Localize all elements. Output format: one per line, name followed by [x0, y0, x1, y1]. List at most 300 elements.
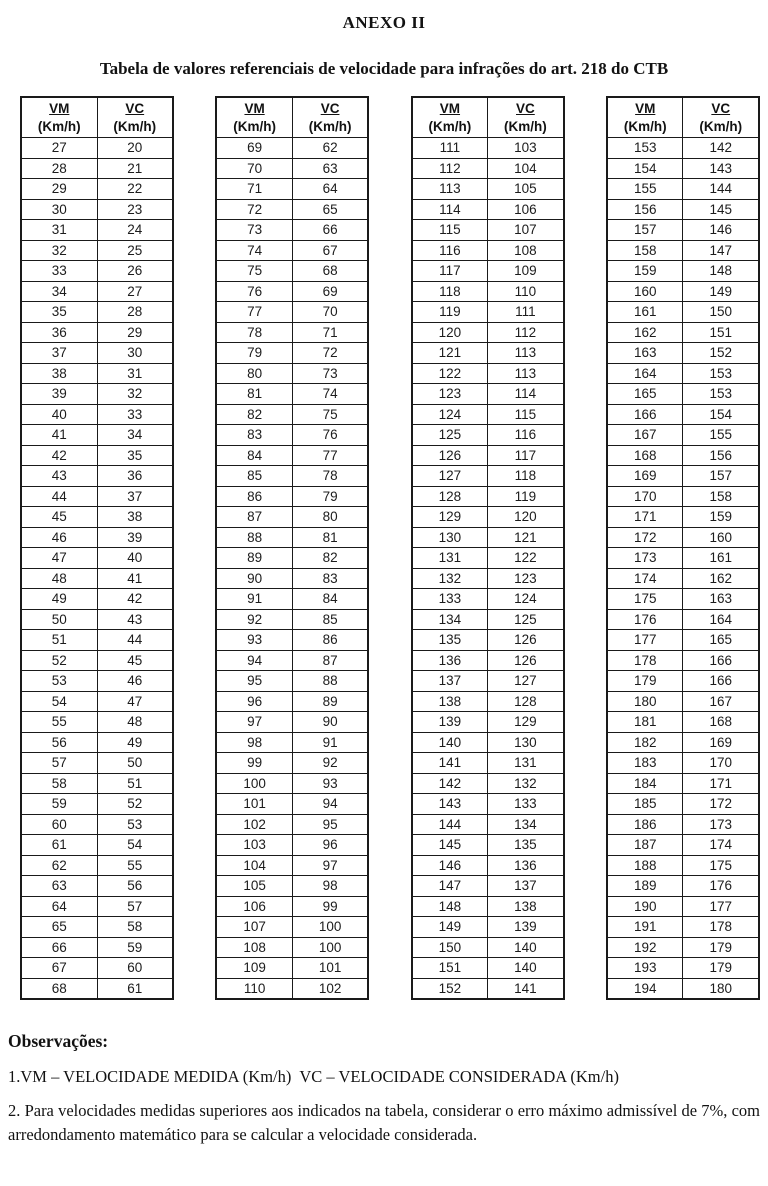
table-row	[216, 650, 368, 671]
vm-cell: 76	[216, 281, 292, 302]
vm-header: VM (Km/h)	[412, 97, 488, 138]
vm-cell: 93	[216, 630, 292, 651]
vc-cell: 97	[292, 855, 368, 876]
vm-cell: 146	[412, 855, 488, 876]
vm-cell: 115	[412, 220, 488, 241]
table-row	[216, 978, 368, 999]
table-row	[216, 855, 368, 876]
table-row	[412, 835, 564, 856]
vm-header: VM (Km/h)	[216, 97, 292, 138]
vm-cell: 150	[412, 937, 488, 958]
table-row	[412, 712, 564, 733]
table-row	[216, 937, 368, 958]
table-row	[607, 650, 759, 671]
vc-cell: 179	[683, 958, 759, 979]
vc-cell: 166	[683, 671, 759, 692]
vm-cell: 102	[216, 814, 292, 835]
vc-cell: 123	[488, 568, 564, 589]
table-row	[216, 384, 368, 405]
table-row	[21, 773, 173, 794]
vm-cell: 105	[216, 876, 292, 897]
vm-cell: 38	[21, 363, 97, 384]
vm-cell: 45	[21, 507, 97, 528]
vc-cell: 135	[488, 835, 564, 856]
vm-cell: 124	[412, 404, 488, 425]
vm-cell: 159	[607, 261, 683, 282]
vc-cell: 113	[488, 343, 564, 364]
table-row	[607, 630, 759, 651]
vm-cell: 60	[21, 814, 97, 835]
vm-cell: 35	[21, 302, 97, 323]
table-row	[607, 896, 759, 917]
vm-cell: 99	[216, 753, 292, 774]
vc-cell: 117	[488, 445, 564, 466]
vc-cell: 29	[97, 322, 173, 343]
vm-cell: 178	[607, 650, 683, 671]
table-row	[21, 261, 173, 282]
table-row	[21, 876, 173, 897]
vm-cell: 180	[607, 691, 683, 712]
vc-cell: 58	[97, 917, 173, 938]
vc-cell: 156	[683, 445, 759, 466]
vm-cell: 183	[607, 753, 683, 774]
vm-cell: 43	[21, 466, 97, 487]
table-row	[21, 937, 173, 958]
vm-cell: 161	[607, 302, 683, 323]
table-row	[412, 794, 564, 815]
vc-header: VC (Km/h)	[683, 97, 759, 138]
table-row	[412, 384, 564, 405]
vc-cell: 153	[683, 363, 759, 384]
table-row	[216, 548, 368, 569]
table-row	[412, 281, 564, 302]
vc-cell: 157	[683, 466, 759, 487]
vc-cell: 113	[488, 363, 564, 384]
vm-cell: 75	[216, 261, 292, 282]
vm-cell: 181	[607, 712, 683, 733]
vm-cell: 32	[21, 240, 97, 261]
vc-cell: 46	[97, 671, 173, 692]
vc-cell: 77	[292, 445, 368, 466]
vm-cell: 92	[216, 609, 292, 630]
table-row	[216, 404, 368, 425]
table-row	[412, 630, 564, 651]
vm-cell: 190	[607, 896, 683, 917]
vc-cell: 43	[97, 609, 173, 630]
vm-cell: 53	[21, 671, 97, 692]
vm-cell: 186	[607, 814, 683, 835]
table-row	[412, 158, 564, 179]
vc-cell: 103	[488, 138, 564, 159]
table-row	[21, 527, 173, 548]
page-title: ANEXO II	[342, 13, 426, 32]
table-row	[21, 814, 173, 835]
table-row	[216, 527, 368, 548]
table-row	[216, 466, 368, 487]
vm-cell: 109	[216, 958, 292, 979]
table-row	[21, 179, 173, 200]
table-row	[21, 322, 173, 343]
vm-cell: 110	[216, 978, 292, 999]
vm-cell: 63	[21, 876, 97, 897]
vc-cell: 104	[488, 158, 564, 179]
vc-cell: 93	[292, 773, 368, 794]
vc-cell: 177	[683, 896, 759, 917]
vm-cell: 55	[21, 712, 97, 733]
vm-cell: 34	[21, 281, 97, 302]
table-row	[21, 609, 173, 630]
vm-cell: 72	[216, 199, 292, 220]
vc-cell: 44	[97, 630, 173, 651]
table-row	[216, 281, 368, 302]
observations-heading: Observações:	[8, 1031, 109, 1051]
vm-cell: 185	[607, 794, 683, 815]
vc-cell: 25	[97, 240, 173, 261]
table-row	[216, 138, 368, 159]
vm-cell: 125	[412, 425, 488, 446]
table-row	[216, 445, 368, 466]
table-row	[216, 753, 368, 774]
vm-cell: 145	[412, 835, 488, 856]
table-header	[412, 97, 564, 138]
table-row	[216, 179, 368, 200]
table-row	[21, 794, 173, 815]
vm-cell: 31	[21, 220, 97, 241]
table-row	[607, 609, 759, 630]
table-row	[412, 876, 564, 897]
vm-cell: 132	[412, 568, 488, 589]
vm-cell: 41	[21, 425, 97, 446]
vc-cell: 145	[683, 199, 759, 220]
table-row	[607, 835, 759, 856]
table-row	[21, 958, 173, 979]
table-row	[607, 671, 759, 692]
vm-cell: 46	[21, 527, 97, 548]
vc-cell: 129	[488, 712, 564, 733]
table-body	[412, 138, 564, 1000]
table-row	[216, 589, 368, 610]
vc-cell: 62	[292, 138, 368, 159]
table-row	[607, 978, 759, 999]
vc-cell: 139	[488, 917, 564, 938]
vm-cell: 56	[21, 732, 97, 753]
table-row	[412, 732, 564, 753]
table-row	[21, 732, 173, 753]
table-row	[412, 179, 564, 200]
vm-cell: 135	[412, 630, 488, 651]
vm-cell: 148	[412, 896, 488, 917]
table-row	[412, 671, 564, 692]
vm-cell: 95	[216, 671, 292, 692]
vm-cell: 194	[607, 978, 683, 999]
vc-cell: 30	[97, 343, 173, 364]
table-row	[21, 240, 173, 261]
vc-cell: 107	[488, 220, 564, 241]
vm-cell: 82	[216, 404, 292, 425]
vc-cell: 20	[97, 138, 173, 159]
vc-cell: 146	[683, 220, 759, 241]
table-row	[21, 343, 173, 364]
vc-cell: 53	[97, 814, 173, 835]
vc-cell: 173	[683, 814, 759, 835]
vc-cell: 148	[683, 261, 759, 282]
table-row	[21, 671, 173, 692]
vm-cell: 160	[607, 281, 683, 302]
table-row	[412, 917, 564, 938]
vc-cell: 126	[488, 630, 564, 651]
table-row	[216, 199, 368, 220]
vc-cell: 140	[488, 937, 564, 958]
vc-cell: 167	[683, 691, 759, 712]
vc-cell: 65	[292, 199, 368, 220]
vm-cell: 114	[412, 199, 488, 220]
table-row	[607, 589, 759, 610]
vm-cell: 52	[21, 650, 97, 671]
vc-cell: 132	[488, 773, 564, 794]
table-row	[412, 261, 564, 282]
table-row	[607, 712, 759, 733]
observation-item-2: 2. Para velocidades medidas superiores aos indicados na tabela, considerar o erro máximo admissível de 7%, com arredondamento matemático para se calcular a velocidade considerada.	[8, 1101, 760, 1144]
vm-cell: 29	[21, 179, 97, 200]
table-row	[607, 527, 759, 548]
vm-cell: 117	[412, 261, 488, 282]
vc-cell: 81	[292, 527, 368, 548]
vc-cell: 140	[488, 958, 564, 979]
table-row	[412, 814, 564, 835]
vc-cell: 165	[683, 630, 759, 651]
table-row	[412, 753, 564, 774]
vc-cell: 39	[97, 527, 173, 548]
table-row	[412, 466, 564, 487]
table-row	[21, 281, 173, 302]
table-row	[21, 138, 173, 159]
vc-cell: 133	[488, 794, 564, 815]
vc-cell: 36	[97, 466, 173, 487]
vm-cell: 50	[21, 609, 97, 630]
table-row	[216, 425, 368, 446]
table-row	[216, 343, 368, 364]
vc-cell: 34	[97, 425, 173, 446]
table-row	[216, 732, 368, 753]
vc-cell: 26	[97, 261, 173, 282]
vm-cell: 184	[607, 773, 683, 794]
vc-cell: 35	[97, 445, 173, 466]
vm-cell: 103	[216, 835, 292, 856]
table-row	[607, 466, 759, 487]
vm-cell: 144	[412, 814, 488, 835]
vm-cell: 101	[216, 794, 292, 815]
vc-cell: 105	[488, 179, 564, 200]
vm-cell: 141	[412, 753, 488, 774]
vc-cell: 119	[488, 486, 564, 507]
table-row	[607, 486, 759, 507]
table-row	[412, 404, 564, 425]
table-row	[412, 445, 564, 466]
vm-cell: 123	[412, 384, 488, 405]
vm-cell: 122	[412, 363, 488, 384]
vm-cell: 48	[21, 568, 97, 589]
table-row	[607, 445, 759, 466]
vm-cell: 153	[607, 138, 683, 159]
table-row	[216, 917, 368, 938]
vm-cell: 164	[607, 363, 683, 384]
vc-cell: 112	[488, 322, 564, 343]
vc-cell: 51	[97, 773, 173, 794]
vc-cell: 163	[683, 589, 759, 610]
vc-cell: 83	[292, 568, 368, 589]
vc-cell: 79	[292, 486, 368, 507]
vc-cell: 21	[97, 158, 173, 179]
table-row	[607, 548, 759, 569]
vm-cell: 33	[21, 261, 97, 282]
vc-cell: 57	[97, 896, 173, 917]
table-row	[412, 425, 564, 446]
table-header	[21, 97, 173, 138]
vc-cell: 137	[488, 876, 564, 897]
vc-cell: 86	[292, 630, 368, 651]
table-row	[412, 568, 564, 589]
vc-cell: 55	[97, 855, 173, 876]
vc-cell: 121	[488, 527, 564, 548]
vm-cell: 28	[21, 158, 97, 179]
vc-cell: 41	[97, 568, 173, 589]
table-row	[21, 896, 173, 917]
vc-cell: 24	[97, 220, 173, 241]
vm-cell: 61	[21, 835, 97, 856]
table-row	[412, 322, 564, 343]
table-row	[21, 404, 173, 425]
vc-cell: 48	[97, 712, 173, 733]
table-row	[412, 773, 564, 794]
table-row	[412, 958, 564, 979]
vc-cell: 134	[488, 814, 564, 835]
table-row	[412, 220, 564, 241]
vm-cell: 171	[607, 507, 683, 528]
vm-cell: 87	[216, 507, 292, 528]
table-row	[607, 753, 759, 774]
vm-cell: 166	[607, 404, 683, 425]
table-row	[607, 794, 759, 815]
table-row	[412, 527, 564, 548]
vm-cell: 137	[412, 671, 488, 692]
vm-cell: 94	[216, 650, 292, 671]
vm-cell: 163	[607, 343, 683, 364]
vm-cell: 192	[607, 937, 683, 958]
vc-cell: 154	[683, 404, 759, 425]
vm-cell: 177	[607, 630, 683, 651]
table-row	[216, 712, 368, 733]
table-header	[216, 97, 368, 138]
vm-cell: 74	[216, 240, 292, 261]
vc-cell: 99	[292, 896, 368, 917]
table-row	[21, 158, 173, 179]
table-row	[607, 220, 759, 241]
table-row	[216, 302, 368, 323]
table-row	[607, 814, 759, 835]
vm-cell: 67	[21, 958, 97, 979]
vc-cell: 42	[97, 589, 173, 610]
observations-section	[0, 1031, 768, 1147]
table-row	[412, 609, 564, 630]
vm-cell: 30	[21, 199, 97, 220]
vm-cell: 64	[21, 896, 97, 917]
vm-cell: 133	[412, 589, 488, 610]
vm-cell: 142	[412, 773, 488, 794]
vm-cell: 168	[607, 445, 683, 466]
vm-cell: 112	[412, 158, 488, 179]
vm-cell: 113	[412, 179, 488, 200]
table-row	[216, 158, 368, 179]
table-row	[21, 548, 173, 569]
table-row	[607, 384, 759, 405]
table-row	[412, 240, 564, 261]
vm-cell: 154	[607, 158, 683, 179]
vm-cell: 96	[216, 691, 292, 712]
vm-cell: 119	[412, 302, 488, 323]
vm-cell: 118	[412, 281, 488, 302]
vm-cell: 152	[412, 978, 488, 999]
vc-cell: 128	[488, 691, 564, 712]
tables-container	[0, 96, 768, 1000]
vm-cell: 175	[607, 589, 683, 610]
vc-cell: 52	[97, 794, 173, 815]
table-row	[216, 568, 368, 589]
vm-cell: 126	[412, 445, 488, 466]
vm-cell: 39	[21, 384, 97, 405]
table-row	[607, 322, 759, 343]
vc-cell: 164	[683, 609, 759, 630]
table-row	[412, 978, 564, 999]
vm-cell: 83	[216, 425, 292, 446]
table-row	[607, 855, 759, 876]
table-row	[607, 363, 759, 384]
vm-cell: 73	[216, 220, 292, 241]
vc-cell: 73	[292, 363, 368, 384]
speed-table-1	[20, 96, 174, 1000]
vc-cell: 27	[97, 281, 173, 302]
vm-cell: 85	[216, 466, 292, 487]
vc-cell: 179	[683, 937, 759, 958]
table-row	[607, 281, 759, 302]
vc-cell: 153	[683, 384, 759, 405]
vm-cell: 80	[216, 363, 292, 384]
table-body	[607, 138, 759, 1000]
vc-cell: 91	[292, 732, 368, 753]
vc-cell: 126	[488, 650, 564, 671]
vm-cell: 143	[412, 794, 488, 815]
vc-cell: 59	[97, 937, 173, 958]
vm-cell: 62	[21, 855, 97, 876]
vm-cell: 191	[607, 917, 683, 938]
vc-cell: 114	[488, 384, 564, 405]
table-row	[21, 753, 173, 774]
table-row	[216, 240, 368, 261]
vc-cell: 143	[683, 158, 759, 179]
vc-cell: 166	[683, 650, 759, 671]
vc-cell: 95	[292, 814, 368, 835]
table-row	[412, 302, 564, 323]
vc-cell: 80	[292, 507, 368, 528]
vc-cell: 82	[292, 548, 368, 569]
vm-cell: 170	[607, 486, 683, 507]
vm-cell: 91	[216, 589, 292, 610]
vc-cell: 90	[292, 712, 368, 733]
vc-cell: 149	[683, 281, 759, 302]
vc-cell: 176	[683, 876, 759, 897]
vc-cell: 168	[683, 712, 759, 733]
vc-cell: 150	[683, 302, 759, 323]
page-subtitle: Tabela de valores referenciais de velocidade para infrações do art. 218 do CTB	[99, 59, 669, 78]
